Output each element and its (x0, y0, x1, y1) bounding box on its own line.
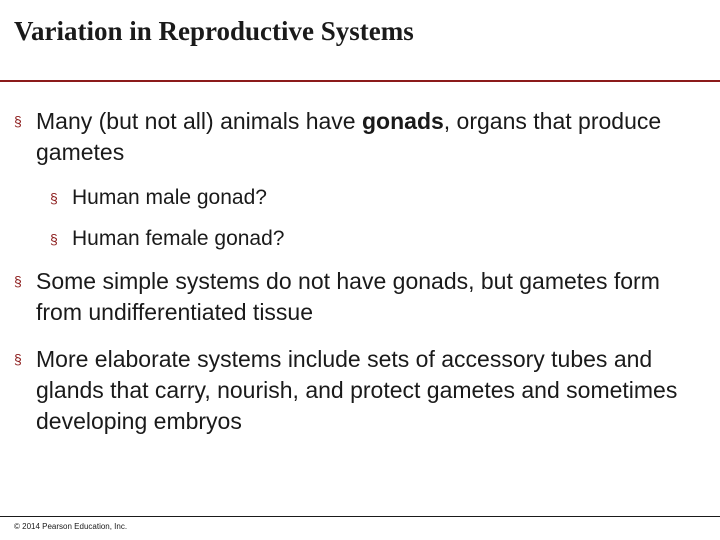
sub-bullet-text: Human female gonad? (72, 227, 285, 250)
bullet-text-part: Many (but not all) animals have (36, 108, 362, 134)
bullet-marker-icon: § (50, 231, 58, 247)
footer-divider (0, 516, 720, 517)
title-divider (0, 80, 720, 82)
bullet-text (36, 108, 661, 165)
bullet-marker-icon: § (14, 273, 22, 289)
bullet-text: More elaborate systems include sets of accessory tubes and glands that carry, nourish, and protect gametes and sometimes developing embryos (36, 346, 678, 434)
bullet-item (14, 344, 696, 437)
bullet-marker-icon: § (14, 351, 22, 367)
sub-bullet-item (50, 225, 692, 253)
copyright-footer: © 2014 Pearson Education, Inc. (14, 522, 128, 531)
bullet-item (14, 266, 696, 328)
bullet-text-part: , organs that produce gametes (36, 108, 662, 165)
slide-title: Variation in Reproductive Systems (14, 16, 414, 46)
bullet-marker-icon: § (14, 113, 22, 129)
sub-bullet-item (50, 184, 692, 212)
bullet-emphasis: gonads (362, 108, 444, 134)
bullet-marker-icon: § (50, 190, 58, 206)
sub-bullet-text: Human male gonad? (72, 186, 267, 209)
bullet-text: Some simple systems do not have gonads, but gametes form from undifferentiated tissue (36, 268, 660, 325)
bullet-item (14, 106, 696, 168)
